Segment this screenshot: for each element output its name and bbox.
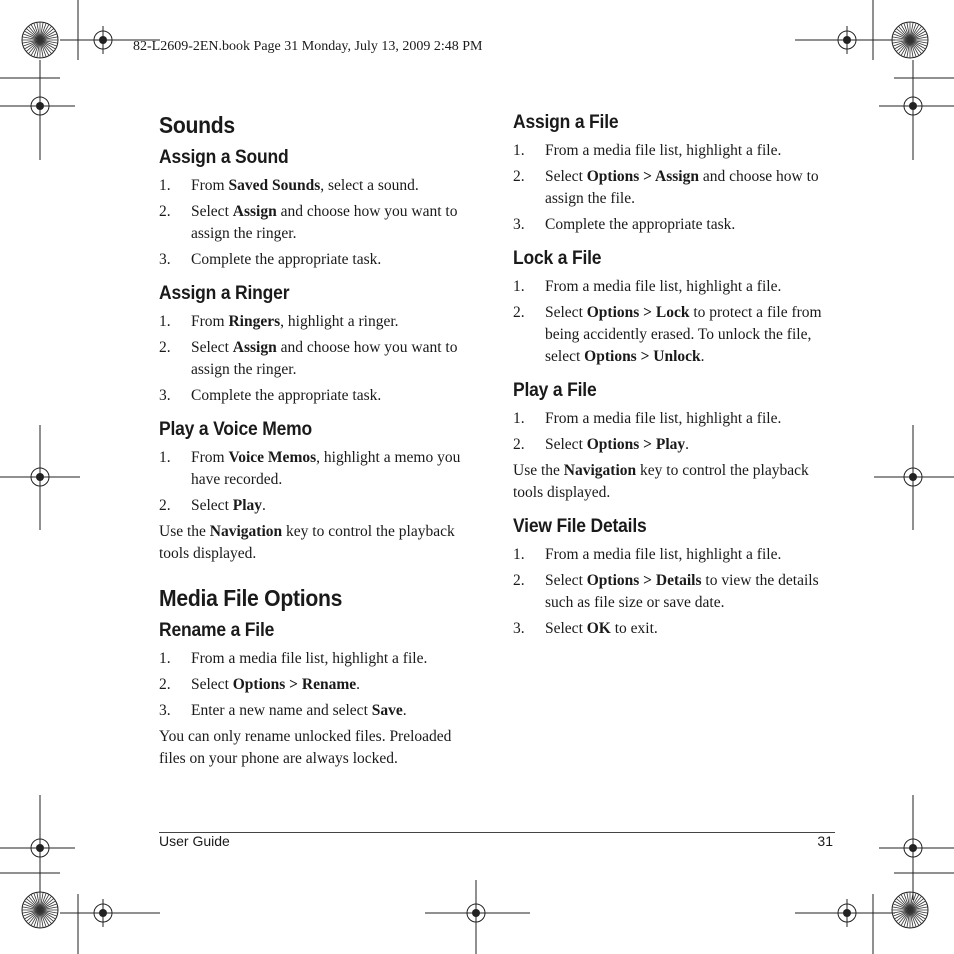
step-text: Select [545, 304, 587, 321]
step-number: 1. [513, 278, 525, 295]
assign-file-heading: Assign a File [513, 112, 619, 133]
step-text: Saved Sounds [228, 177, 321, 194]
step-number: 3. [159, 251, 171, 268]
step-number: 2. [159, 339, 171, 356]
step-text: From a media file list, highlight a file. [545, 546, 782, 563]
step-text: Select [545, 436, 587, 453]
step-text: Select [545, 620, 587, 637]
step-text: Enter a new name and select [191, 702, 372, 719]
media-file-options-heading: Media File Options [159, 585, 343, 611]
step-text: Voice Memos [228, 449, 317, 466]
step-text: Play [232, 497, 263, 514]
step-text: From a media file list, highlight a file. [545, 142, 782, 159]
step-text: Select [191, 676, 233, 693]
step-text: . [356, 676, 360, 693]
step-number: 1. [513, 142, 525, 159]
page-number: 31 [817, 833, 833, 849]
step-text: Ringers [228, 313, 281, 330]
print-line: 82-L2609-2EN.book Page 31 Monday, July 13, 2009 2:48 PM [133, 39, 483, 54]
step-text: to protect a file from being accidently erased. To unlock the file, select [545, 304, 822, 365]
step-text: . [685, 436, 690, 453]
step-number: 3. [159, 702, 171, 719]
step-text: . [700, 348, 705, 365]
step-text: , highlight a ringer. [280, 313, 399, 330]
step-number: 1. [159, 313, 171, 330]
step-text: to exit. [610, 620, 658, 637]
step-text: From a media file list, highlight a file. [191, 650, 428, 667]
step-text: Options > Assign [586, 168, 699, 185]
step-text: From a media file list, highlight a file. [545, 278, 782, 295]
step-text: From [191, 449, 229, 466]
rename-note: You can only rename unlocked files. Preloaded files on your phone are always locked. [159, 728, 452, 767]
step-text: Complete the appropriate task. [545, 216, 736, 233]
voice-memo-heading: Play a Voice Memo [159, 419, 312, 440]
step-text: Save [371, 702, 403, 719]
footer-title: User Guide [159, 833, 230, 849]
step-text: Select [545, 168, 587, 185]
step-text: and choose how you want to assign the ringer. [191, 203, 458, 242]
step-text: Complete the appropriate task. [191, 251, 382, 268]
step-text: Complete the appropriate task. [191, 387, 382, 404]
step-text: Options > Details [586, 572, 702, 589]
step-number: 2. [513, 436, 525, 453]
step-text: From [191, 177, 229, 194]
step-text: , highlight a memo you have recorded. [191, 449, 461, 488]
voice-memo-note: Use the Navigation key to control the playback tools displayed. [159, 523, 455, 562]
assign-sound-heading: Assign a Sound [159, 147, 289, 168]
lock-file-heading: Lock a File [513, 248, 602, 269]
step-number: 1. [159, 177, 171, 194]
step-text: Select [545, 572, 587, 589]
step-text: . [262, 497, 266, 514]
step-number: 2. [159, 203, 171, 220]
step-text: From a media file list, highlight a file. [545, 410, 782, 427]
step-text: Options > Play [586, 436, 686, 453]
step-text: Options > Rename [232, 676, 357, 693]
step-text: Select [191, 497, 233, 514]
step-text: Select [191, 203, 233, 220]
rename-file-heading: Rename a File [159, 620, 275, 641]
step-text: and choose how to assign the file. [545, 168, 819, 207]
step-text: Options > Lock [586, 304, 690, 321]
view-details-heading: View File Details [513, 516, 647, 537]
assign-ringer-heading: Assign a Ringer [159, 283, 290, 304]
step-text: to view the details such as file size or save date. [545, 572, 819, 611]
play-file-note: Use the Navigation key to control the playback tools displayed. [513, 462, 809, 501]
step-text: , select a sound. [320, 177, 419, 194]
step-number: 2. [159, 497, 171, 514]
step-number: 2. [513, 168, 525, 185]
step-text: and choose how you want to assign the ringer. [191, 339, 458, 378]
step-number: 1. [159, 650, 171, 667]
step-number: 3. [513, 216, 525, 233]
sounds-heading: Sounds [159, 112, 235, 138]
step-text: Options > Unlock [584, 348, 701, 365]
step-number: 2. [513, 572, 525, 589]
step-number: 1. [513, 410, 525, 427]
step-text: OK [586, 620, 611, 637]
step-number: 1. [159, 449, 171, 466]
play-file-heading: Play a File [513, 380, 597, 401]
step-text: From [191, 313, 229, 330]
step-number: 2. [159, 676, 171, 693]
step-number: 2. [513, 304, 525, 321]
step-text: . [402, 702, 407, 719]
step-text: Assign [232, 339, 277, 356]
step-text: Assign [232, 203, 277, 220]
step-number: 1. [513, 546, 525, 563]
step-text: Select [191, 339, 233, 356]
step-number: 3. [159, 387, 171, 404]
step-number: 3. [513, 620, 525, 637]
